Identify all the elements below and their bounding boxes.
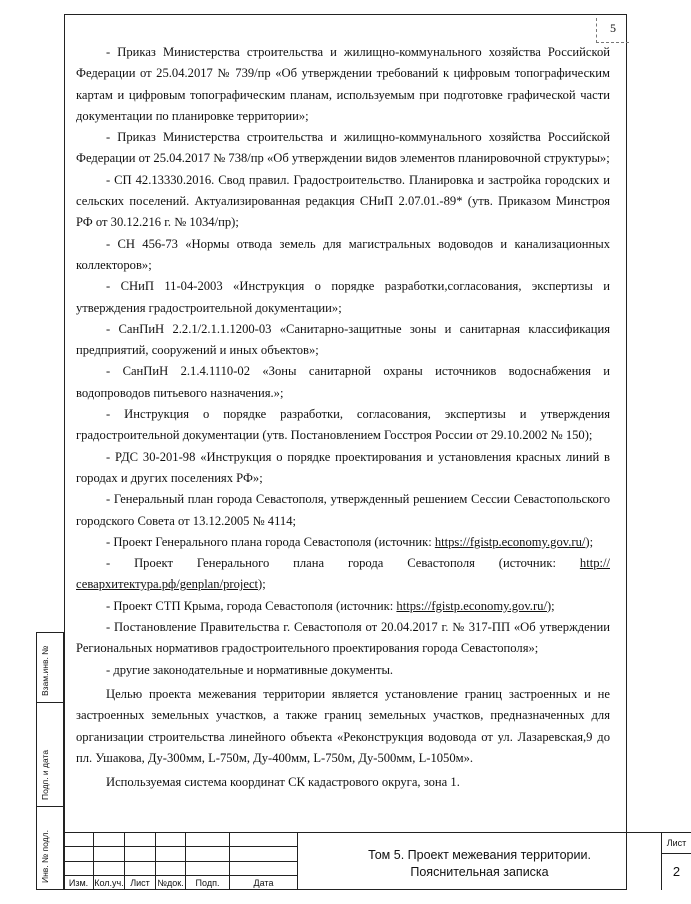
list-item: - СанПиН 2.2.1/2.1.1.1200-03 «Санитарно-защитные зоны и санитарная классификация предприятий, сооружений и иных объектов»;: [76, 321, 610, 358]
item-text: );: [585, 534, 594, 549]
list-item: - Приказ Министерства строительства и жилищно-коммунального хозяйства Российской Федерации от 25.04.2017 № 739/пр «Об утверждении требований к цифровым топографическим картам и цифровым топографическим планам, используемым при подготовке графической части документации по планировке территории»;: [76, 45, 610, 123]
source-link[interactable]: https://fgistp.economy.gov.ru/: [396, 598, 547, 613]
list-item: - Постановление Правительства г. Севастополя от 20.04.2017 г. № 317-ПП «Об утверждении Региональных нормативов градостроительного проектирования города Севастополя»;: [76, 620, 610, 656]
list-item: - СП 42.13330.2016. Свод правил. Градостроительство. Планировка и застройка городских и сельских поселений. Актуализированная редакция СНиП 2.07.01.-89* (утв. Приказом Минстроя РФ от 30.12.216 г. № 1034/пр);: [76, 172, 610, 230]
column-ndok: №док.: [156, 875, 186, 890]
list-item: - СН 456-73 «Нормы отвода земель для магистральных водоводов и канализационных коллекторов»;: [76, 236, 610, 272]
list-item: - другие законодательные и нормативные документы.: [106, 662, 394, 677]
column-list: Лист: [125, 875, 156, 890]
list-item: - РДС 30-201-98 «Инструкция о порядке проектирования и установления красных линий в городах и других поселениях РФ»;: [76, 449, 610, 485]
side-stamp-label: Подп. и дата: [40, 749, 50, 800]
column-izm: Изм.: [64, 875, 94, 890]
side-stamp-inv: [36, 806, 64, 890]
item-text: );: [258, 577, 266, 592]
document-body: [76, 42, 610, 793]
title-line-2: Пояснительная записка: [410, 865, 549, 879]
item-text: - Проект СТП Крыма, города Севастополя (источник:: [106, 598, 397, 613]
document-title: [298, 832, 662, 890]
list-item: - СанПиН 2.1.4.1110-02 «Зоны санитарной охраны источников водоснабжения и водопроводов питьевого назначения.»;: [76, 364, 610, 400]
corner-page-number: 5: [596, 18, 629, 43]
list-item-project-genplan-2: [76, 553, 610, 596]
column-data: Дата: [230, 875, 298, 890]
source-link[interactable]: http://севархитектура.рф/genplan/project: [76, 556, 610, 592]
item-text: - Проект Генерального плана города Севастополя (источник:: [106, 534, 435, 549]
coordinate-system-paragraph: Используемая система координат СК кадастрового округа, зона 1.: [106, 775, 460, 790]
item-text: );: [546, 598, 555, 613]
goal-paragraph: Целью проекта межевания территории является установление границ застроенных и не застроенных земельных участков, а также границ земельных участков, предназначенных для организации строительства линейного объекта «Реконструкция водовода от ул. Лазаревская,9 до пл. Ушакова, Ду-300мм, L-750м, Ду-400мм, L-750м, Ду-500мм, L-1050м».: [76, 686, 610, 765]
side-stamp-podp: [36, 702, 64, 806]
side-stamp-label: Взам.инв. №: [40, 645, 50, 696]
list-item-stp: [76, 596, 610, 617]
sheet-label: Лист: [662, 832, 691, 854]
list-item: - Инструкция о порядке разработки, согласования, экспертизы и утверждения градостроительной документации (утв. Постановлением Госстроя России от 29.10.2002 № 150);: [76, 407, 610, 443]
source-link[interactable]: https://fgistp.economy.gov.ru/: [434, 534, 586, 549]
list-item-project-genplan-1: [76, 532, 610, 553]
list-item: - Приказ Министерства строительства и жилищно-коммунального хозяйства Российской Федерации от 25.04.2017 № 738/пр «Об утверждении видов элементов планировочной структуры»;: [76, 130, 610, 166]
sheet-number: 2: [672, 864, 681, 879]
side-stamp-vzam: [36, 632, 64, 702]
column-kol-uch: Кол.уч.: [94, 875, 125, 890]
list-item: - СНиП 11-04-2003 «Инструкция о порядке разработки,согласования, экспертизы и утверждения градостроительной документации»;: [76, 279, 610, 315]
title-line-1: Том 5. Проект межевания территории.: [368, 848, 591, 862]
column-podp: Подп.: [186, 875, 230, 890]
side-stamp-label: Инв. № подл.: [40, 830, 50, 883]
list-item: - Генеральный план города Севастополя, утвержденный решением Сессии Севастопольского городского Совета от 13.12.2005 № 4114;: [76, 492, 610, 528]
title-block: [64, 832, 687, 890]
item-text: - Проект Генерального плана города Севастополя (источник:: [106, 556, 580, 571]
